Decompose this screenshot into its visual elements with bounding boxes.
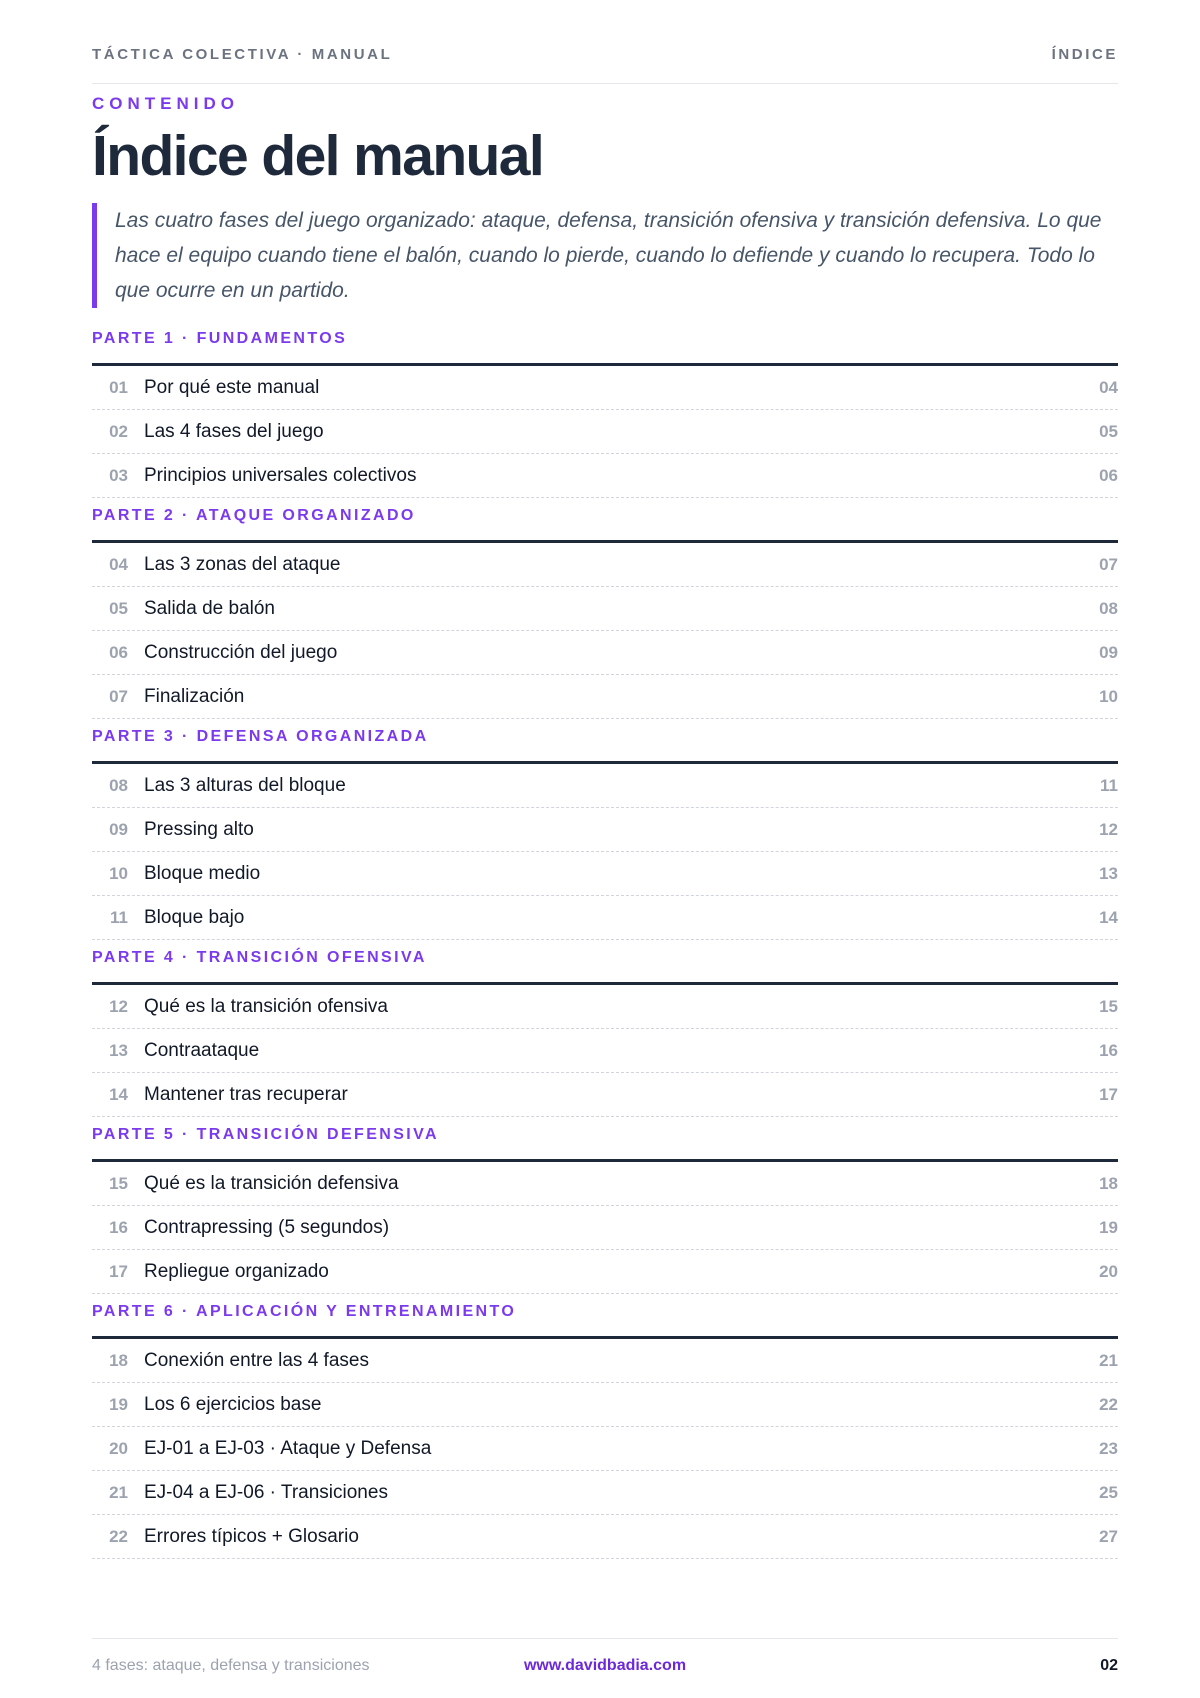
toc-entry[interactable] xyxy=(92,852,1118,896)
entry-title: Contraataque xyxy=(144,1039,260,1061)
entry-number: 12 xyxy=(109,996,128,1016)
entry-number: 17 xyxy=(109,1261,128,1281)
entry-title: Las 3 zonas del ataque xyxy=(144,553,341,575)
page-title: Índice del manual xyxy=(92,124,544,188)
entry-page-number: 08 xyxy=(1099,598,1118,618)
entry-page-number: 18 xyxy=(1099,1173,1118,1193)
running-header-title: TÁCTICA COLECTIVA · MANUAL xyxy=(92,46,393,63)
footer-subtitle: 4 fases: ataque, defensa y transiciones xyxy=(92,1657,370,1674)
entry-title: Qué es la transición defensiva xyxy=(144,1172,399,1194)
lead-quote: Las cuatro fases del juego organizado: ataque, defensa, transición ofensiva y transición defensiva. Lo que hace el equipo cuando tiene el balón, cuando lo pierde, cuando lo defiende y cuando lo recupera. Todo lo que ocurre en un partido. xyxy=(92,203,1118,308)
entry-page-number: 11 xyxy=(1100,775,1118,795)
toc-entry[interactable] xyxy=(92,1383,1118,1427)
toc-entry[interactable] xyxy=(92,1250,1118,1294)
running-header-section: ÍNDICE xyxy=(1051,46,1118,63)
toc-entry[interactable] xyxy=(92,1073,1118,1117)
entry-page-number: 12 xyxy=(1099,819,1118,839)
entry-page-number: 21 xyxy=(1099,1350,1118,1370)
entry-page-number: 04 xyxy=(1099,377,1118,397)
toc-entry[interactable] xyxy=(92,1471,1118,1515)
entry-number: 10 xyxy=(109,863,128,883)
entry-number: 18 xyxy=(109,1350,128,1370)
entry-number: 06 xyxy=(109,642,128,662)
toc-entry[interactable] xyxy=(92,410,1118,454)
entry-title: Construcción del juego xyxy=(144,641,338,663)
entry-title: Bloque medio xyxy=(144,862,261,884)
entry-page-number: 14 xyxy=(1099,907,1118,927)
entry-number: 11 xyxy=(110,907,128,927)
entry-title: EJ-04 a EJ-06 · Transiciones xyxy=(144,1481,388,1503)
entry-title: Salida de balón xyxy=(144,597,275,619)
eyebrow-label: CONTENIDO xyxy=(92,94,239,113)
entry-title: Errores típicos + Glosario xyxy=(144,1525,359,1547)
section-heading: PARTE 5 · TRANSICIÓN DEFENSIVA xyxy=(92,1126,1118,1162)
entry-title: Principios universales colectivos xyxy=(144,464,417,486)
toc-entry[interactable] xyxy=(92,366,1118,410)
section-heading: PARTE 4 · TRANSICIÓN OFENSIVA xyxy=(92,949,1118,985)
entry-number: 05 xyxy=(109,598,128,618)
entry-number: 13 xyxy=(109,1040,128,1060)
toc-entry[interactable] xyxy=(92,543,1118,587)
entry-title: Bloque bajo xyxy=(144,906,245,928)
section-heading: PARTE 1 · FUNDAMENTOS xyxy=(92,330,1118,366)
entry-number: 16 xyxy=(109,1217,128,1237)
toc-section xyxy=(92,728,1118,940)
toc-entry[interactable] xyxy=(92,1515,1118,1559)
entry-number: 09 xyxy=(109,819,128,839)
entry-number: 22 xyxy=(109,1526,128,1546)
entry-title: Los 6 ejercicios base xyxy=(144,1393,322,1415)
entry-title: Las 3 alturas del bloque xyxy=(144,774,346,796)
entry-number: 14 xyxy=(109,1084,128,1104)
entry-number: 08 xyxy=(109,775,128,795)
toc-section xyxy=(92,949,1118,1117)
entry-title: Repliegue organizado xyxy=(144,1260,329,1282)
entry-page-number: 13 xyxy=(1099,863,1118,883)
running-header xyxy=(92,46,1118,84)
toc-entry[interactable] xyxy=(92,454,1118,498)
toc-entry[interactable] xyxy=(92,587,1118,631)
footer-page-number: 02 xyxy=(1100,1657,1118,1674)
entry-title: Por qué este manual xyxy=(144,376,320,398)
toc-entry[interactable] xyxy=(92,1029,1118,1073)
entry-title: Las 4 fases del juego xyxy=(144,420,324,442)
entry-title: EJ-01 a EJ-03 · Ataque y Defensa xyxy=(144,1437,432,1459)
toc-section xyxy=(92,1303,1118,1559)
section-heading: PARTE 2 · ATAQUE ORGANIZADO xyxy=(92,507,1118,543)
toc-section xyxy=(92,1126,1118,1294)
entry-number: 07 xyxy=(109,686,128,706)
toc-entry[interactable] xyxy=(92,896,1118,940)
entry-title: Conexión entre las 4 fases xyxy=(144,1349,369,1371)
toc-entry[interactable] xyxy=(92,985,1118,1029)
section-heading: PARTE 6 · APLICACIÓN Y ENTRENAMIENTO xyxy=(92,1303,1118,1339)
entry-page-number: 19 xyxy=(1099,1217,1118,1237)
entry-page-number: 06 xyxy=(1099,465,1118,485)
entry-title: Contrapressing (5 segundos) xyxy=(144,1216,390,1238)
entry-title: Mantener tras recuperar xyxy=(144,1083,348,1105)
entry-number: 20 xyxy=(109,1438,128,1458)
entry-title: Pressing alto xyxy=(144,818,254,840)
entry-number: 01 xyxy=(109,377,128,397)
footer-website-link[interactable]: www.davidbadia.com xyxy=(523,1657,687,1674)
entry-number: 04 xyxy=(109,554,128,574)
section-heading: PARTE 3 · DEFENSA ORGANIZADA xyxy=(92,728,1118,764)
entry-page-number: 15 xyxy=(1099,996,1118,1016)
running-footer xyxy=(92,1638,1118,1675)
entry-page-number: 23 xyxy=(1099,1438,1118,1458)
entry-number: 21 xyxy=(109,1482,128,1502)
toc-entry[interactable] xyxy=(92,1162,1118,1206)
entry-page-number: 09 xyxy=(1099,642,1118,662)
toc-entry[interactable] xyxy=(92,675,1118,719)
toc-entry[interactable] xyxy=(92,1339,1118,1383)
entry-number: 02 xyxy=(109,421,128,441)
entry-page-number: 27 xyxy=(1099,1526,1118,1546)
entry-number: 03 xyxy=(109,465,128,485)
entry-page-number: 20 xyxy=(1099,1261,1118,1281)
toc-entry[interactable] xyxy=(92,764,1118,808)
toc-section xyxy=(92,507,1118,719)
toc-entry[interactable] xyxy=(92,1427,1118,1471)
entry-page-number: 05 xyxy=(1099,421,1118,441)
entry-number: 19 xyxy=(109,1394,128,1414)
entry-number: 15 xyxy=(109,1173,128,1193)
table-of-contents xyxy=(92,330,1118,1559)
manual-page xyxy=(92,0,1118,1698)
entry-page-number: 17 xyxy=(1099,1084,1118,1104)
entry-page-number: 25 xyxy=(1099,1482,1118,1502)
toc-entry[interactable] xyxy=(92,1206,1118,1250)
toc-section xyxy=(92,330,1118,498)
entry-page-number: 10 xyxy=(1099,686,1118,706)
entry-title: Finalización xyxy=(144,685,245,707)
toc-entry[interactable] xyxy=(92,631,1118,675)
entry-page-number: 07 xyxy=(1099,554,1118,574)
entry-page-number: 22 xyxy=(1099,1394,1118,1414)
toc-entry[interactable] xyxy=(92,808,1118,852)
entry-page-number: 16 xyxy=(1099,1040,1118,1060)
entry-title: Qué es la transición ofensiva xyxy=(144,995,388,1017)
